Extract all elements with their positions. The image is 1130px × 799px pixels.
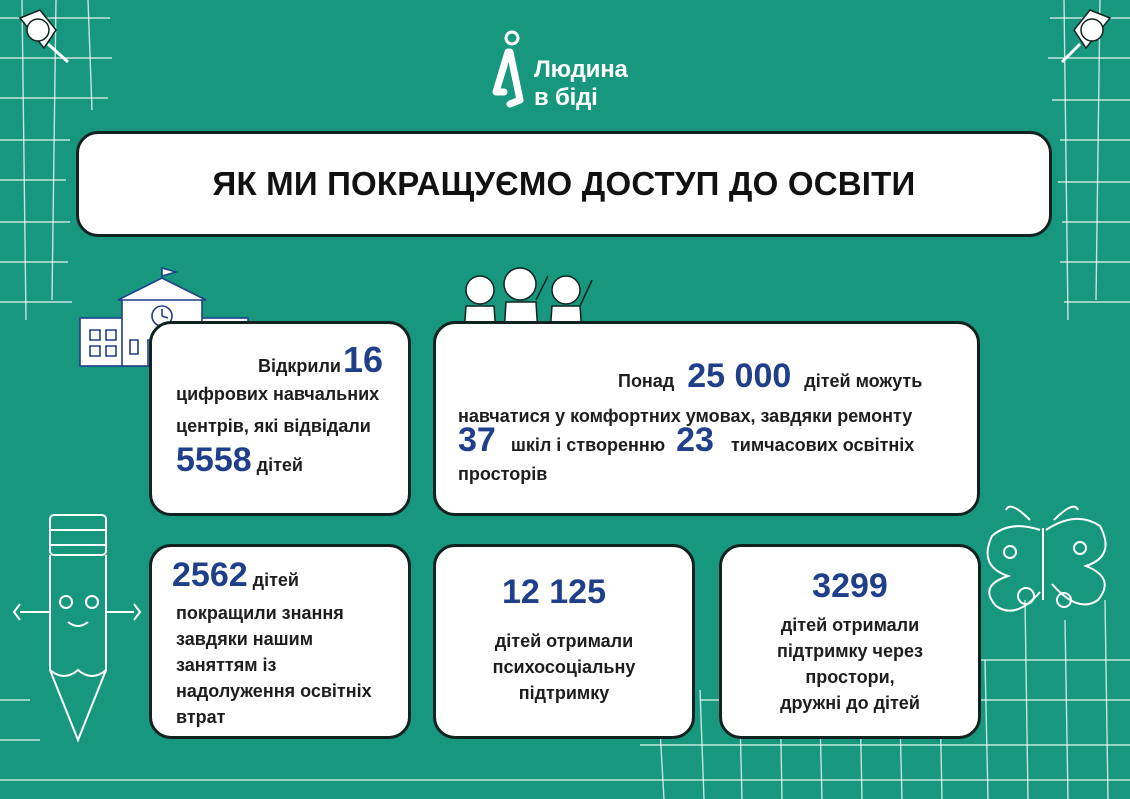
- card5-line3: простори,: [805, 667, 895, 687]
- logo-line-2: в біді: [534, 84, 598, 111]
- title-banner: [76, 131, 1052, 237]
- card2-mid1: дітей можуть: [804, 371, 923, 391]
- logo-line-1: Людина: [534, 56, 628, 83]
- grid-right-top: [1048, 0, 1130, 320]
- card4-line1: дітей отримали: [494, 631, 634, 651]
- stat-card-psychosocial: [433, 544, 695, 739]
- card3-line3: завдяки нашим: [176, 629, 314, 649]
- card5-number: 3299: [812, 567, 888, 605]
- logo-text: [534, 56, 628, 112]
- card2-line1: [618, 357, 923, 395]
- card2-line2: навчатися у комфортних умовах, завдяки ремонту: [458, 406, 913, 426]
- card3-post: дітей: [252, 570, 299, 590]
- card5-line4: дружні до дітей: [780, 693, 920, 713]
- card2-number-children: 25 000: [687, 357, 792, 395]
- card2-mid2: шкіл і створенню: [510, 435, 666, 455]
- logo-figure-icon: [482, 30, 532, 110]
- card4-line3: підтримку: [518, 683, 610, 703]
- card3-line6: втрат: [176, 707, 226, 727]
- card2-number-spaces: 23: [676, 421, 714, 459]
- card2-mid3: тимчасових освітніх: [730, 435, 915, 455]
- butterfly-icon: [988, 507, 1106, 611]
- card3-line1: [172, 556, 299, 594]
- card1-line1: [258, 339, 384, 380]
- stat-card-child-friendly-spaces: [719, 544, 981, 739]
- page-title: ЯК МИ ПОКРАЩУЄМО ДОСТУП ДО ОСВІТИ: [212, 165, 916, 202]
- stat-card-knowledge: [149, 544, 411, 739]
- card2-number-schools: 37: [458, 421, 496, 459]
- card5-line2: підтримку через: [777, 641, 923, 661]
- card3-line4: заняттям із: [176, 655, 277, 675]
- card1-number-children: 5558: [176, 441, 252, 479]
- stat-card-digital-centers: [149, 321, 411, 516]
- card1-post: дітей: [256, 455, 303, 475]
- card3-line2: покращили знання: [176, 603, 344, 623]
- card1-line3: центрів, які відвідали: [176, 416, 371, 436]
- brand-logo: [482, 30, 662, 112]
- card1-number-centers: 16: [343, 339, 384, 380]
- card3-number: 2562: [172, 556, 248, 594]
- card2-line3: [458, 421, 915, 459]
- card4-number: 12 125: [502, 573, 606, 611]
- card3-line5: надолуження освітніх: [176, 681, 372, 701]
- card5-line1: дітей отримали: [780, 615, 920, 635]
- card1-line2: цифрових навчальних: [176, 384, 380, 404]
- card2-pre: Понад: [618, 371, 675, 391]
- card1-pre: Відкрили: [258, 356, 341, 376]
- stat-card-schools: [433, 321, 980, 516]
- card2-line4: просторів: [458, 464, 548, 484]
- card4-line2: психосоціальну: [492, 657, 636, 677]
- pencil-character-icon: [14, 515, 140, 740]
- card1-line4: [176, 441, 303, 479]
